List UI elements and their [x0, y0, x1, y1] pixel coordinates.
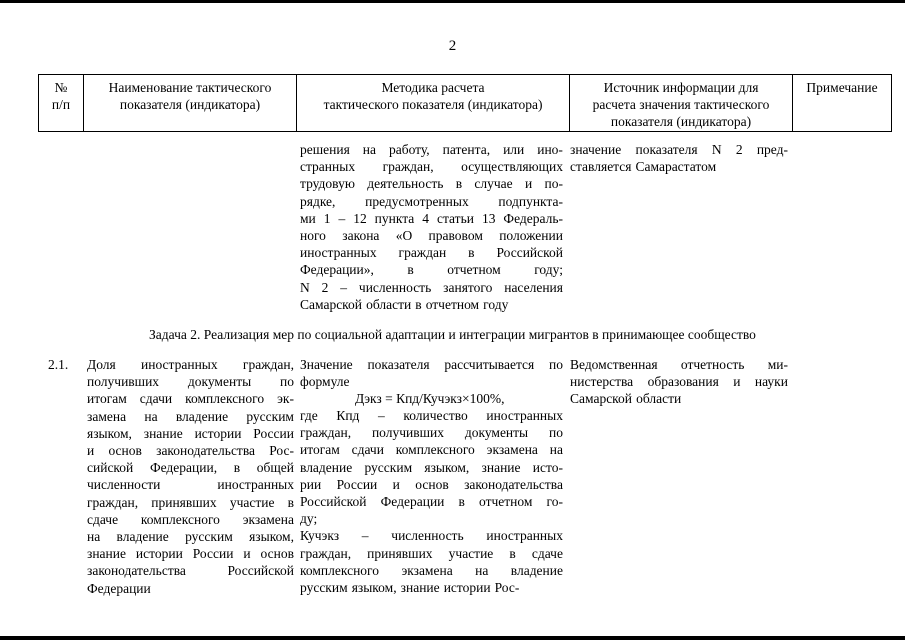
continuation-source-text [570, 141, 788, 175]
text-line: ставляется Самарастатом [570, 159, 717, 175]
text-line: граждан, получивших документы по [300, 425, 563, 441]
continuation-method-text [300, 141, 563, 313]
text-line: N 2 – численность занятого населения [300, 279, 563, 295]
text-line: законодательства Российской [87, 563, 294, 579]
text-line: языком, знание истории России [87, 425, 294, 441]
task-heading: Задача 2. Реализация мер по социальной адаптации и интеграции мигрантов в принимающее сообщество [149, 327, 756, 342]
header-col-method: Методика расчета тактического показателя (индикатора) [297, 75, 570, 132]
text-line: на владение русским языком, [87, 529, 294, 545]
formula: Дэкз = Кпд/Кучэкз×100%, [355, 391, 505, 406]
text-line: Значение показателя рассчитывается по [300, 357, 563, 372]
table-header [38, 74, 892, 132]
page-number: 2 [448, 38, 457, 54]
text-line: итогам сдачи комплексного эк- [87, 391, 294, 407]
row-method-top [300, 356, 563, 390]
text-line: и основ законодательства Рос- [87, 443, 294, 459]
bottom-edge-line [0, 636, 905, 640]
text-line: иностранных граждан в Российской [300, 245, 563, 261]
top-edge-line [0, 0, 905, 3]
text-line: сийской Федерации, в общей [87, 460, 294, 476]
text-line: решения на работу, патента, или ино- [300, 142, 563, 157]
text-line: рии России и основ законодательства [300, 476, 563, 492]
text-line: странных граждан, осуществляющих [300, 159, 563, 175]
row-indicator-name [87, 356, 294, 597]
row-source-text [570, 356, 788, 408]
header-col-name: Наименование тактического показателя (индикатора) [84, 75, 297, 132]
text-line: Самарской области [570, 391, 682, 407]
text-line: сдаче комплексного экзамена [87, 511, 294, 527]
text-line: нистерства образования и науки [570, 374, 788, 390]
text-line: численности иностранных [87, 477, 294, 493]
text-line: значение показателя N 2 пред- [570, 142, 788, 157]
text-line: формуле [300, 374, 350, 390]
text-line: русским языком, знание истории Рос- [300, 580, 520, 596]
header-col-note: Примечание [793, 75, 892, 132]
row-number: 2.1. [48, 357, 69, 372]
text-line: комплексного экзамена на владение [300, 562, 563, 578]
text-line: получивших документы по [87, 374, 294, 390]
text-line: Самарской области в отчетном году [300, 296, 509, 312]
text-line: Федерации [87, 580, 151, 596]
text-line: Кучэкз – численность иностранных [300, 528, 563, 544]
text-line: ми 1 – 12 пункта 4 статьи 13 Федераль- [300, 210, 563, 226]
text-line: граждан, принявших участие в [87, 494, 294, 510]
header-col-source: Источник информации для расчета значения тактического показателя (индикатора) [570, 75, 793, 132]
text-line: ду; [300, 511, 318, 527]
text-line: трудовую деятельность в случае и по- [300, 176, 563, 192]
text-line: Федерации», в отчетном году; [300, 262, 563, 278]
text-line: знание истории России и основ [87, 546, 294, 562]
text-line: ного закона «О правовом положении [300, 228, 563, 244]
row-method-bottom [300, 407, 563, 596]
text-line: где Кпд – количество иностранных [300, 408, 563, 423]
text-line: замена на владение русским [87, 408, 294, 424]
text-line: итогам сдачи комплексного экзамена на [300, 442, 563, 458]
text-line: Российской Федерации в отчетном го- [300, 494, 563, 510]
text-line: граждан, принявших участие в сдаче [300, 545, 563, 561]
text-line: владение русским языком, знание исто- [300, 459, 563, 475]
text-line: Ведомственная отчетность ми- [570, 357, 788, 372]
header-col-number: № п/п [39, 75, 84, 132]
text-line: рядке, предусмотренных подпункта- [300, 193, 563, 209]
text-line: Доля иностранных граждан, [87, 357, 294, 372]
